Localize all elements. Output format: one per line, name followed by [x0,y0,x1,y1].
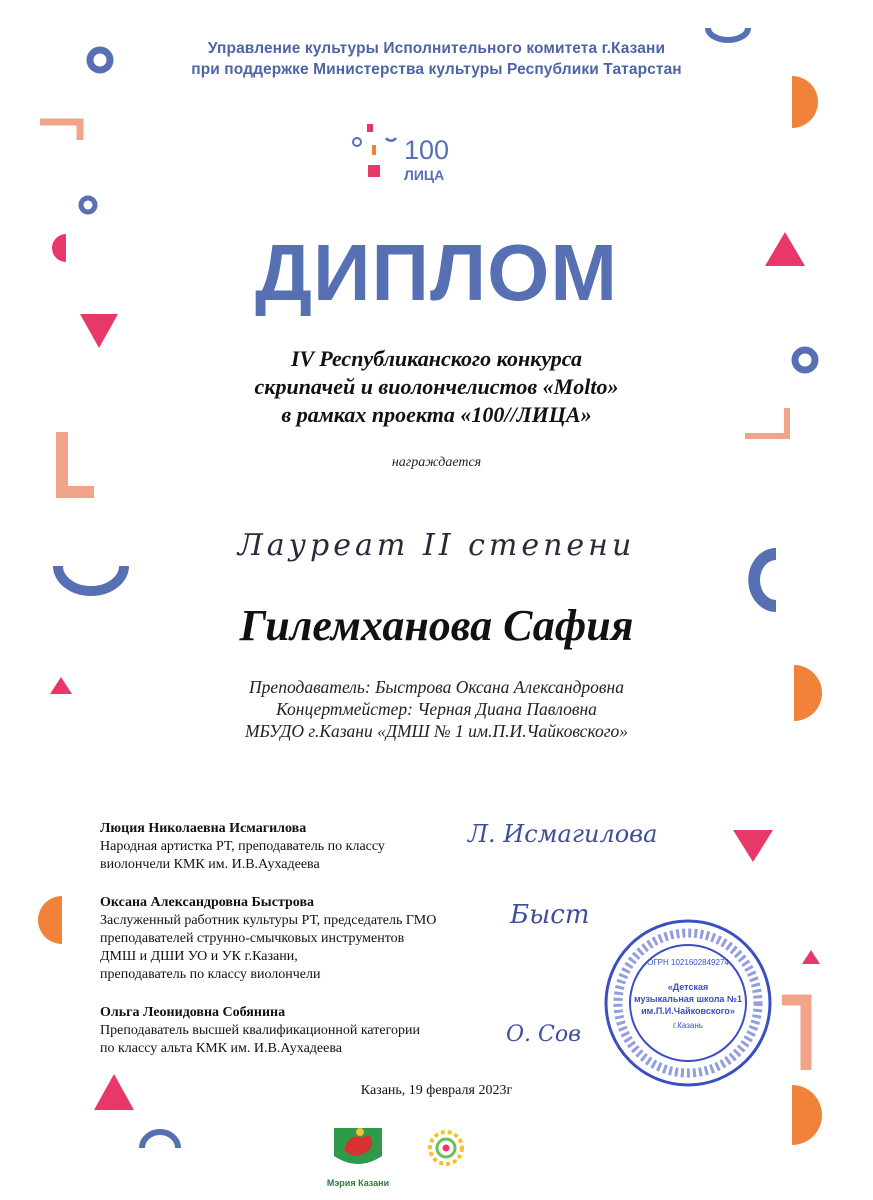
stamp-text-line: «Детская [667,982,709,992]
logo-mark [353,138,361,146]
competition-line: скрипачей и виолончелистов «Molto» [254,374,619,399]
organizer-header [0,38,873,80]
accompanist-line: Концертмейстер: Черная Диана Павловна [276,699,597,719]
jury-member [100,1004,520,1058]
official-stamp [606,921,770,1085]
emblem-crown [356,1128,364,1136]
decor-triangle [80,314,118,348]
logo-mark [372,145,376,155]
document-title: ДИПЛОМ [255,228,618,317]
jury-role: виолончели КМК им. И.В.Аухадеева [100,857,320,872]
jury-role: ДМШ и ДШИ УО и УК г.Казани, [100,949,298,964]
recipient-name: Гилемханова Сафия [239,601,634,650]
project-logo [353,124,449,183]
decor-bracket [782,1000,806,1070]
competition-line: в рамках проекта «100//ЛИЦА» [281,402,592,427]
jury-name: Люция Николаевна Исмагилова [100,821,307,836]
decor-triangle [733,830,773,862]
jury-member [100,820,520,874]
logo-mark [368,165,380,177]
jury-signature: О. Сов [506,1022,581,1047]
teacher-line: Преподаватель: Быстрова Оксана Александровна [249,677,624,697]
stamp-ogrn: ОГРН 1021602849274 [647,958,729,967]
jury-signature: Л. Исмагилова [468,820,658,848]
logo-mark [367,124,373,132]
competition-line: IV Республиканского конкурса [290,346,583,371]
competition-title [0,345,873,429]
logo-mark [386,138,396,141]
award-degree: Лауреат II степени [237,528,636,563]
decor-arc [142,1132,178,1148]
stamp-text-line: им.П.И.Чайковского» [641,1006,735,1016]
logo-number: 100 [404,135,450,165]
jury-role: преподаватель по классу виолончели [100,967,321,982]
issue-date: Казань, 19 февраля 2023г [360,1083,513,1098]
jury-role: Преподаватель высшей квалификационной категории [100,1023,420,1038]
jury-name: Ольга Леонидовна Собянина [100,1005,286,1020]
stamp-text-line: г.Казань [673,1021,703,1030]
decor-triangle [802,950,820,964]
jury-member [100,894,520,984]
jury-role: преподавателей струнно-смычковых инструментов [100,931,405,946]
logo-label: ЛИЦА [404,167,445,183]
teacher-info [0,676,873,742]
kazan-mayor-logo [327,1128,389,1188]
jury-signature: Быст [510,900,590,930]
stamp-text-line: музыкальная школа №1 [634,994,742,1004]
decor-arc [58,566,124,591]
emblem-caption: Мэрия Казани [326,1178,390,1188]
festival-center [443,1145,450,1152]
awarded-label: награждается [391,455,482,470]
organizer-line: Управление культуры Исполнительного комитета г.Казани [207,40,666,57]
decor-bracket [40,122,80,140]
decor-half-circle [792,76,818,128]
jury-name: Оксана Александровна Быстрова [100,895,314,910]
festival-logo [430,1132,462,1164]
jury-role: Заслуженный работник культуры РТ, председатель ГМО [100,913,437,928]
school-line: МБУДО г.Казани «ДМШ № 1 им.П.И.Чайковского» [244,721,629,741]
jury-role: Народная артистка РТ, преподаватель по классу [100,839,385,854]
decor-ring [81,198,95,212]
decor-half-circle [38,896,62,944]
organizer-line: при поддержке Министерства культуры Республики Татарстан [191,61,682,78]
jury-role: по классу альта КМК им. И.В.Аухадеева [100,1041,342,1056]
